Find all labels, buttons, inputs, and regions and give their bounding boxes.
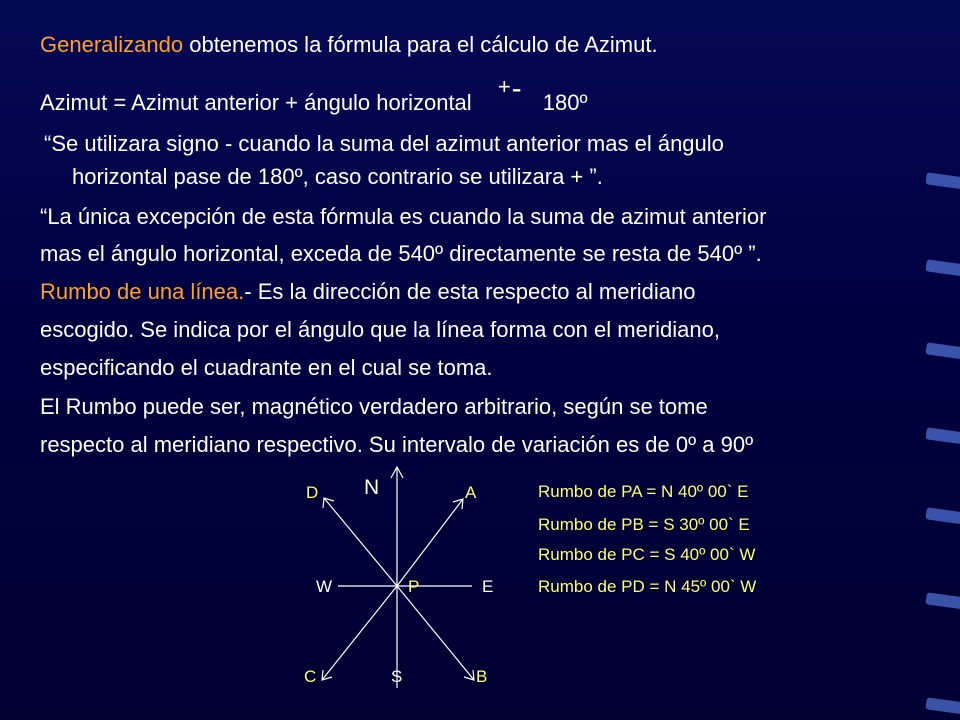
line-PA <box>397 499 463 586</box>
note-line-2: horizontal pase de 180º, caso contrario se utilizara + ”. <box>72 164 603 189</box>
formula-text: Azimut = Azimut anterior + ángulo horizontal <box>40 90 472 115</box>
line-PD <box>324 498 397 586</box>
rumbo-PC: Rumbo de PC = S 40º 00` W <box>538 545 756 564</box>
rumbo-PB: Rumbo de PB = S 30º 00` E <box>538 515 750 534</box>
rumbo-highlight: Rumbo de una línea. <box>40 279 245 304</box>
rumbo-line-1: Rumbo de una línea.- Es la dirección de esta respecto al meridiano <box>40 279 696 304</box>
rumbo-PD: Rumbo de PD = N 45º 00` W <box>538 577 757 596</box>
tipos-line-1: El Rumbo puede ser, magnético verdadero arbitrario, según se tome <box>40 394 708 419</box>
rumbo-line-2: escogido. Se indica por el ángulo que la línea forma con el meridiano, <box>40 317 720 342</box>
label-S: S <box>391 667 403 686</box>
label-C: C <box>304 667 317 686</box>
label-B: B <box>476 667 488 686</box>
formula-180: 180º <box>542 90 588 115</box>
line-PB <box>397 586 474 680</box>
label-W: W <box>316 577 333 596</box>
label-D: D <box>306 483 319 502</box>
rumbo-PA: Rumbo de PA = N 40º 00` E <box>538 482 749 501</box>
intro-text: obtenemos la fórmula para el cálculo de Azimut. <box>183 32 658 57</box>
plus-minus-sign: +- <box>497 72 523 105</box>
line-PC <box>322 586 397 680</box>
label-N: N <box>364 476 380 499</box>
tipos-line-2: respecto al meridiano respectivo. Su intervalo de variación es de 0º a 90º <box>40 432 754 457</box>
label-E: E <box>482 577 494 596</box>
exception-line-2: mas el ángulo horizontal, exceda de 540º directamente se resta de 540º ”. <box>40 241 762 266</box>
label-A: A <box>465 483 477 502</box>
label-P: P <box>408 577 420 596</box>
rumbo-line-3: especificando el cuadrante en el cual se toma. <box>40 355 493 380</box>
intro-highlight: Generalizando <box>40 32 184 57</box>
exception-line-1: “La única excepción de esta fórmula es cuando la suma de azimut anterior <box>40 204 767 229</box>
note-line-1: “Se utilizara signo - cuando la suma del azimut anterior mas el ángulo <box>44 131 724 156</box>
